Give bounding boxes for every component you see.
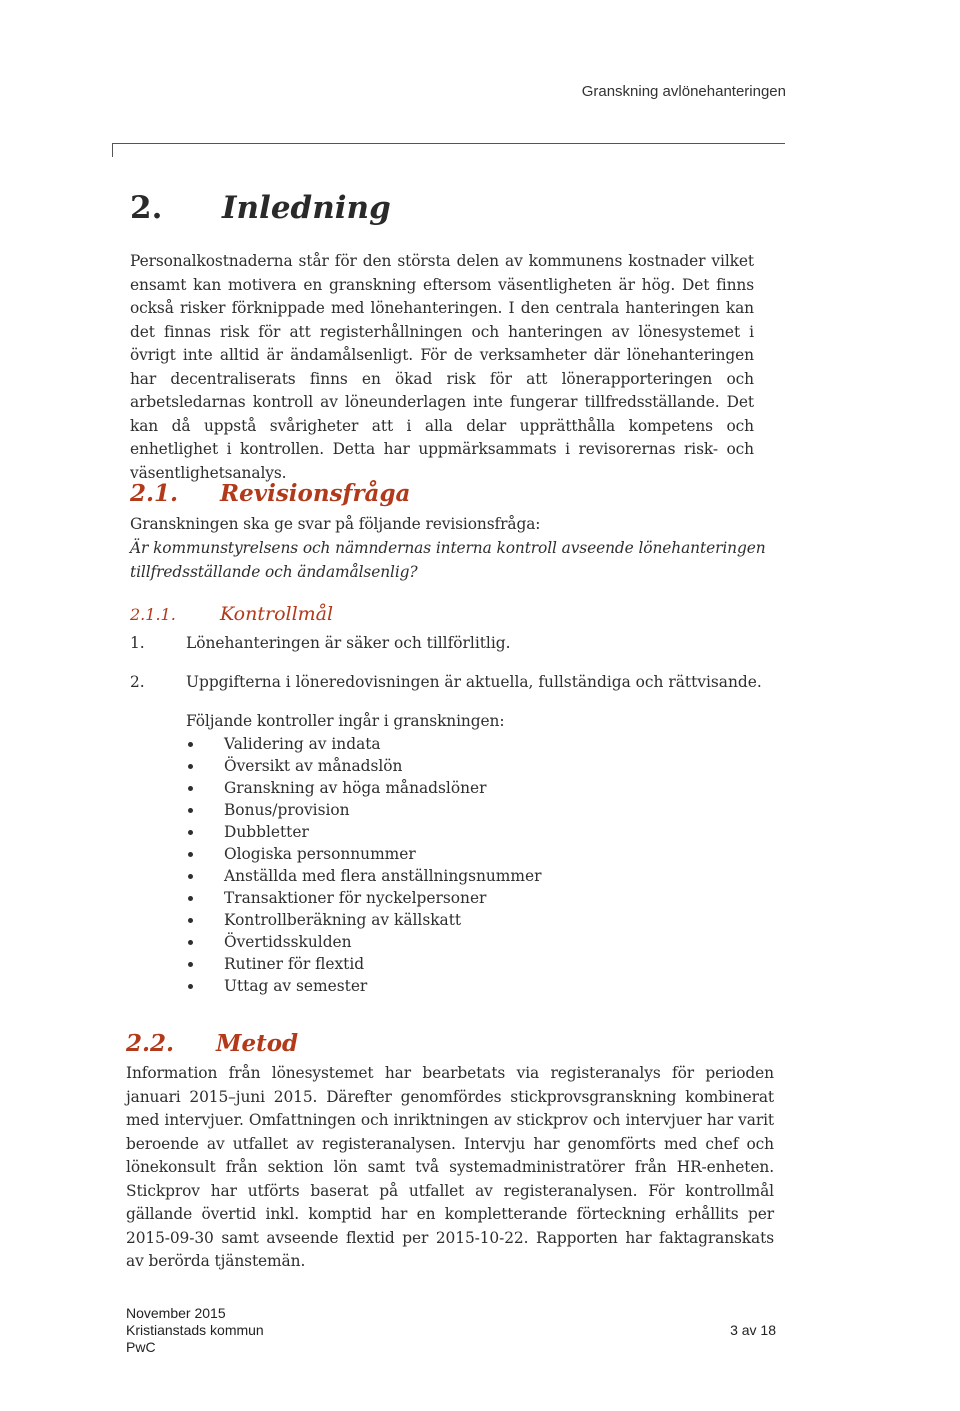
subsubsection-number: 2.1.1. [130,605,176,624]
list-item [186,887,746,909]
bullet-icon [188,830,193,835]
bullet-icon [188,764,193,769]
subsubsection-heading-kontrollmal [130,603,333,625]
list-item [186,953,746,975]
list-item [186,909,746,931]
list-item [186,931,746,953]
list-text: Rutiner för flextid [224,955,365,973]
list-number: 1. [130,634,145,652]
bullet-icon [188,786,193,791]
subsection-title: Revisionsfråga [220,480,411,507]
list-item [186,865,746,887]
page-number: 3 av 18 [730,1322,776,1338]
list-item [186,821,746,843]
list-text: Granskning av höga månadslöner [224,779,487,797]
section-heading [130,190,391,226]
subsection-number: 2.2. [126,1030,175,1057]
bullet-icon [188,940,193,945]
list-text: Uppgifterna i löneredovisningen är aktuella, fullständiga och rättvisande. [186,673,762,691]
list-text: Bonus/provision [224,801,350,819]
subsection-heading-metod [126,1030,298,1057]
list-item [186,843,746,865]
bullet-icon [188,984,193,989]
footer-date: November 2015 [126,1305,226,1321]
list-text: Anställda med flera anställningsnummer [224,867,542,885]
section-number: 2. [130,190,163,226]
list-item [186,777,746,799]
list-text: Lönehanteringen är säker och tillförlitlig. [186,634,511,652]
footer-left [126,1305,264,1356]
list-text: Validering av indata [224,735,381,753]
metod-paragraph: Information från lönesystemet har bearbetats via registeranalys för perioden januari 2015–juni 2015. Därefter genomfördes stickprovsgranskning kombinerat med intervjuer. Omfattningen och inriktningen av stickprov och intervjuer har varit beroende av utfallet av registeranalysen. Intervju har genomförts med chef och lönekonsult från sektion lön samt två systemadministratörer från HR-enheten. Stickprov har utförts baserat på utfallet av registeranalysen. För kontrollmål gällande övertid inkl. komptid har en kompletterande förteckning erhållits per 2015-09-30 samt avseende flextid per 2015-10-22. Rapporten har faktagranskats av berörda tjänstemän. [126,1064,774,1270]
list-item [186,799,746,821]
kontrollmal-list [130,632,790,693]
list-item [130,632,790,654]
list-text: Kontrollberäkning av källskatt [224,911,462,929]
revision-intro: Granskningen ska ge svar på följande revisionsfråga: [130,515,541,533]
list-item [186,733,746,755]
subsection-heading-revision [130,480,410,507]
section-title: Inledning [222,190,391,226]
list-number: 2. [130,673,145,691]
revision-question: Är kommunstyrelsens och nämndernas interna kontroll avseende lönehanteringen tillfredsställande och ändamålsenlig? [130,539,766,581]
list-text: Ologiska personnummer [224,845,416,863]
list-text: Transaktioner för nyckelpersoner [224,889,487,907]
bullet-icon [188,874,193,879]
subsection-title: Metod [216,1030,299,1057]
bullet-icon [188,808,193,813]
bullet-icon [188,896,193,901]
controls-intro: Följande kontroller ingår i granskningen: [186,712,505,730]
list-text: Dubbletter [224,823,309,841]
subsubsection-title: Kontrollmål [220,603,334,625]
bullet-icon [188,962,193,967]
header-rule-tick [112,143,113,157]
bullet-icon [188,852,193,857]
header-rule [112,143,785,144]
footer-firm: PwC [126,1339,156,1355]
list-item [130,671,790,693]
intro-paragraph: Personalkostnaderna står för den största delen av kommunens kostnader vilket ensamt kan motivera en granskning eftersom väsentligheten är hög. Det finns också risker förknippade med lönehanteringen. I den centrala hanteringen kan det finnas risk för att registerhållningen och hanteringen av lönesystemet i övrigt inte alltid är ändamålsenligt. För de verksamheter där lönehanteringen har decentraliserats finns en ökad risk för att lönerapporteringen och arbetsledarnas kontroll av löneunderlagen inte fungerar tillfredsställande. Det kan då uppstå svårigheter att i alla delar upprätthålla kompetens och enhetlighet i kontrollen. Detta har uppmärksammats i revisorernas risk- och väsentlighetsanalys. [130,252,754,482]
list-text: Översikt av månadslön [224,757,403,775]
bullet-icon [188,742,193,747]
running-header: Granskning avlönehanteringen [581,83,786,100]
subsection-number: 2.1. [130,480,179,507]
controls-list [186,733,746,997]
list-text: Övertidsskulden [224,933,352,951]
list-text: Uttag av semester [224,977,368,995]
list-item [186,975,746,997]
bullet-icon [188,918,193,923]
footer-organization: Kristianstads kommun [126,1322,264,1338]
list-item [186,755,746,777]
